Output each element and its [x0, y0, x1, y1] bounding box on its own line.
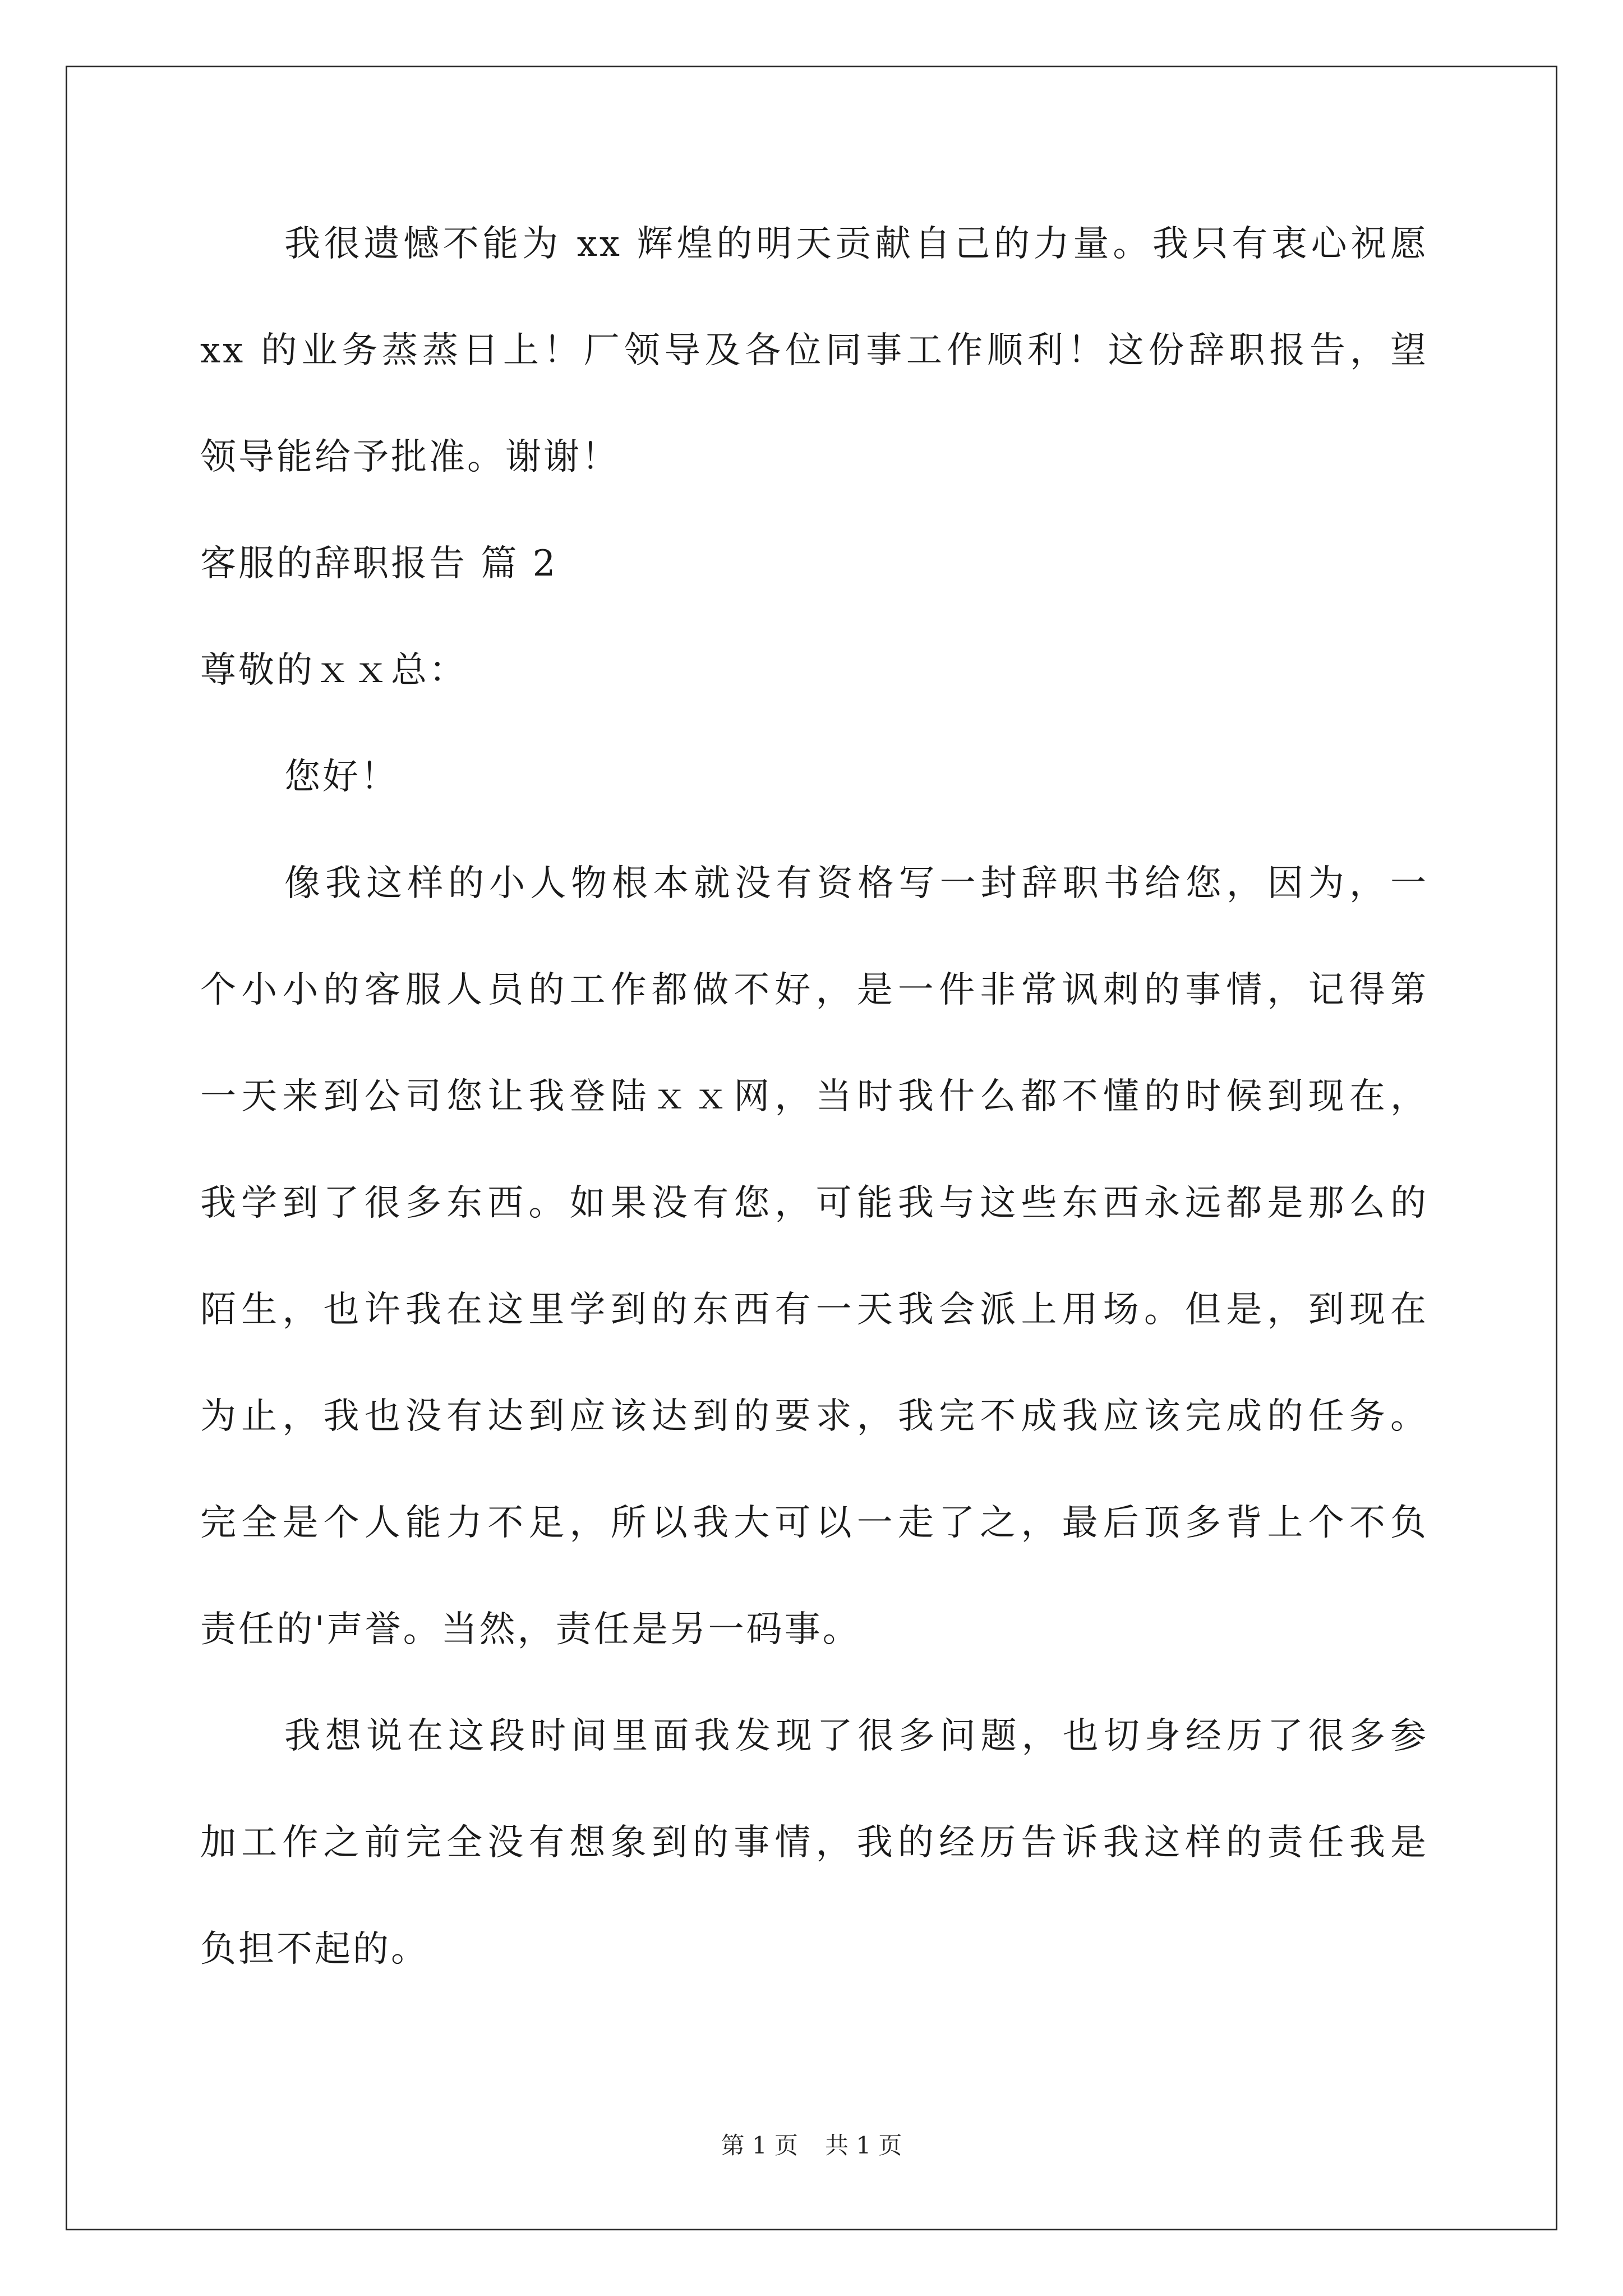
paragraph-line: 领导能给予批准。谢谢！ — [200, 436, 620, 478]
paragraph-line: 我学到了很多东西。如果没有您，可能我与这些东西永远都是那么的 — [200, 1182, 1428, 1224]
paragraph-line: 责任的'声誉。当然，责任是另一码事。 — [200, 1609, 861, 1650]
page-number-total: 共 1 页 — [825, 2132, 902, 2159]
greeting: 您好！ — [284, 756, 399, 798]
paragraph-line: 我想说在这段时间里面我发现了很多问题，也切身经历了很多参 — [284, 1715, 1428, 1757]
paragraph-line: 我很遗憾不能为 xx 辉煌的明天贡献自己的力量。我只有衷心祝愿 — [284, 223, 1428, 265]
paragraph-line: 为止，我也没有达到应该达到的要求，我完不成我应该完成的任务。 — [200, 1396, 1428, 1437]
section-heading: 客服的辞职报告 篇 2 — [200, 543, 558, 585]
page-footer — [0, 2132, 1623, 2160]
paragraph-line: 加工作之前完全没有想象到的事情，我的经历告诉我这样的责任我是 — [200, 1822, 1428, 1864]
paragraph-line: 一天来到公司您让我登陆ｘｘ网，当时我什么都不懂的时候到现在， — [200, 1076, 1428, 1117]
page-border — [66, 66, 1557, 2230]
paragraph-line: 像我这样的小人物根本就没有资格写一封辞职书给您，因为，一 — [284, 863, 1428, 904]
paragraph-line: 完全是个人能力不足，所以我大可以一走了之，最后顶多背上个不负 — [200, 1502, 1428, 1544]
salutation: 尊敬的ｘｘ总： — [200, 650, 467, 691]
paragraph-line: 陌生，也许我在这里学到的东西有一天我会派上用场。但是，到现在 — [200, 1289, 1428, 1331]
page-number-current: 第 1 页 — [721, 2132, 798, 2159]
paragraph-line: 负担不起的。 — [200, 1929, 429, 1970]
paragraph-line: 个小小的客服人员的工作都做不好，是一件非常讽刺的事情，记得第 — [200, 969, 1428, 1011]
paragraph-line: xx 的业务蒸蒸日上！厂领导及各位同事工作顺利！这份辞职报告，望 — [200, 330, 1428, 371]
